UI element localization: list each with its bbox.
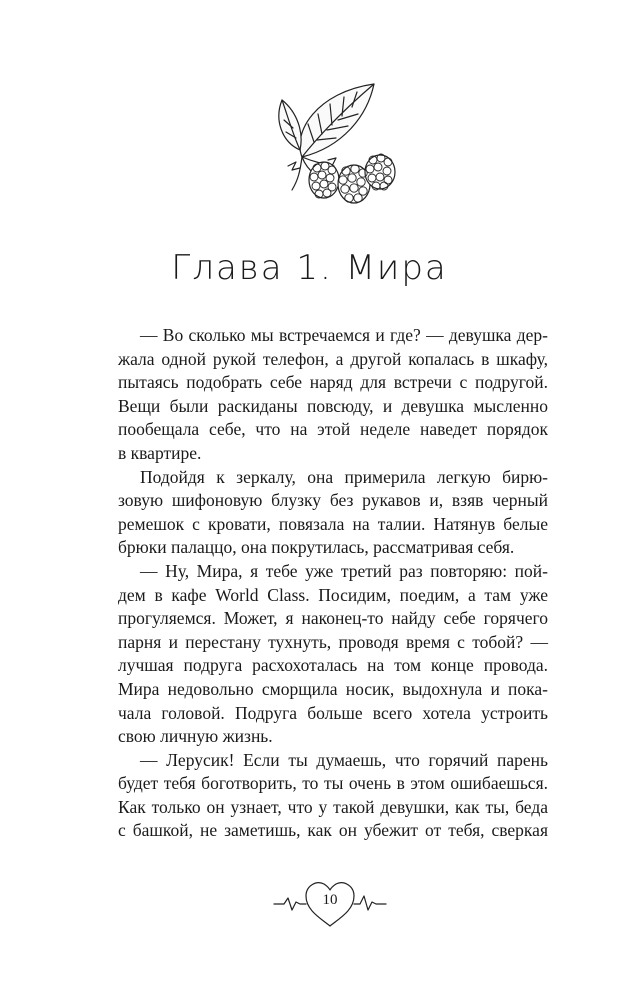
text-line: Вещи были раскиданы повсюду, и девушка мысленно — [118, 395, 548, 416]
text-line: в квартире. — [118, 442, 202, 463]
text-line: брюки палаццо, она покрутилась, рассматривая себя. — [118, 537, 515, 558]
text-line: будет тебя боготворить, то ты очень в этом ошибаешься. — [118, 773, 548, 794]
text-line: с башкой, не заметишь, как он убежит от тебя, сверкая — [118, 820, 548, 841]
text-line: зовую шифоновую блузку без рукавов и, взяв черный — [118, 490, 548, 511]
page-footer — [270, 872, 390, 932]
text-line: прогуляемся. Может, я наконец-то найду себе горячего — [118, 608, 548, 629]
text-line: — Лерусик! Если ты думаешь, что горячий парень — [140, 749, 548, 770]
text-line: Мира недовольно сморщила носик, выдохнула и пока- — [118, 678, 548, 699]
text-line: свою личную жизнь. — [118, 726, 273, 747]
text-line: парня и перестану тухнуть, проводя время с тобой? — — [118, 631, 548, 652]
text-line: ремешок с кровати, повязала на талии. Натянув белые — [118, 513, 548, 534]
text-line: Как только он узнает, что у такой девушки, как ты, беда — [118, 796, 548, 817]
text-line: пытаясь подобрать себе наряд для встречи с подругой. — [118, 372, 548, 393]
text-line: жала одной рукой телефон, а другой копалась в шкафу, — [118, 348, 548, 369]
text-line: Подойдя к зеркалу, она примерила легкую бирю- — [140, 466, 548, 487]
text-line: — Ну, Мира, я тебе уже третий раз повторяю: пой- — [140, 560, 548, 581]
chapter-title: Глава 1. Мира — [171, 248, 448, 288]
text-line: лучшая подруга расхохоталась на том конце провода. — [118, 655, 548, 676]
text-line: пообещала себе, что на этой неделе наведет порядок — [118, 419, 548, 440]
text-line: дем в кафе World Class. Посидим, поедим, а там уже — [118, 584, 548, 605]
raspberry-branch-icon — [262, 62, 412, 212]
body-text — [118, 324, 548, 843]
text-line: чала головой. Подруга больше всего хотела устроить — [118, 702, 548, 723]
text-line: — Во сколько мы встречаемся и где? — девушка дер- — [140, 325, 548, 345]
page-number: 10 — [322, 892, 338, 908]
